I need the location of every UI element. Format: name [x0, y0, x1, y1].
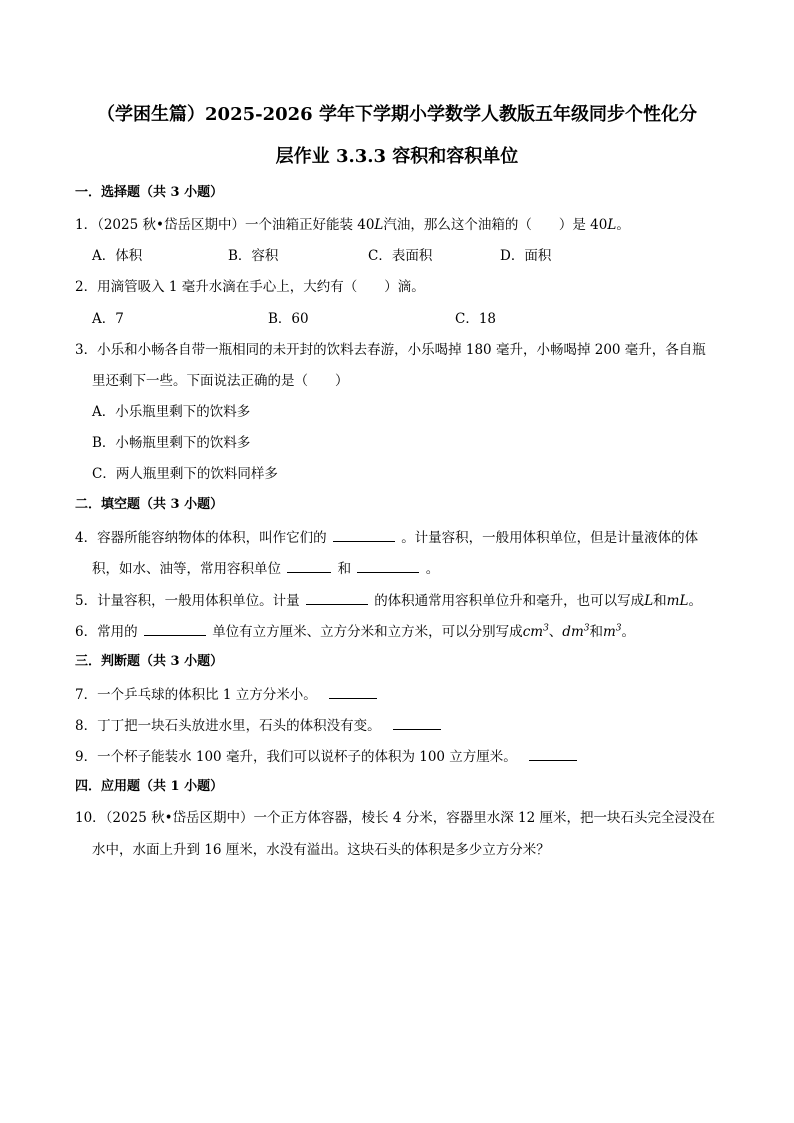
question-10-line-2: 水中，水面上升到 16 厘米，水没有溢出。这块石头的体积是多少立方分米？ [92, 842, 550, 858]
question-9 [75, 746, 579, 767]
unit-base: cm [522, 624, 544, 640]
question-5-text-a: 5．计量容积，一般用体积单位。计量 [75, 593, 300, 609]
question-1-text-a: 1．（2025 秋•岱岳区期中）一个油箱正好能装 40 [75, 217, 375, 233]
question-6-sep: 、 [548, 624, 563, 640]
unit-exponent: 3 [615, 623, 622, 634]
question-4-text-b: 。计量容积，一般用体积单位，但是计量液体的体 [401, 530, 699, 546]
question-5-text-b: 的体积通常用容积单位升和毫升，也可以写成 [374, 593, 645, 609]
question-7 [75, 684, 379, 705]
question-6-text-b: 单位有立方厘米、立方分米和立方米，可以分别写成 [212, 624, 523, 640]
question-4-line-1 [75, 527, 698, 548]
question-4-line-2 [92, 558, 439, 579]
question-5-unit-ml: mL [666, 593, 689, 609]
question-2-option-b: B．60 [268, 311, 309, 327]
question-8-text: 8．丁丁把一块石头放进水里，石头的体积没有变。 [75, 718, 381, 734]
answer-blank[interactable] [357, 558, 419, 573]
document-title-line-2: 层作业 3.3.3 容积和容积单位 [275, 146, 519, 167]
question-1 [75, 215, 630, 235]
section-heading-judge: 三．判断题（共 3 小题） [75, 654, 224, 669]
answer-blank[interactable] [333, 527, 395, 542]
question-3-option-a: A．小乐瓶里剩下的饮料多 [92, 404, 251, 420]
unit-exponent: 3 [543, 623, 549, 634]
unit-exponent: 3 [583, 623, 590, 634]
question-1-end: 。 [616, 217, 630, 233]
question-1-option-d: D．面积 [500, 248, 552, 264]
question-1-option-a: A．体积 [92, 248, 143, 264]
question-1-unit-2: L [607, 217, 617, 233]
question-7-text: 7．一个乒乓球的体积比 1 立方分米小。 [75, 687, 317, 703]
question-6-and: 和 [589, 624, 603, 640]
question-3-option-b: B．小畅瓶里剩下的饮料多 [92, 435, 251, 451]
document-title-line-1: （学困生篇）2025-2026 学年下学期小学数学人教版五年级同步个性化分 [97, 104, 697, 125]
question-10-line-1: 10．（2025 秋•岱岳区期中）一个正方体容器，棱长 4 分米，容器里水深 12 厘米，把一块石头完全浸没在 [75, 810, 715, 826]
answer-blank[interactable] [144, 621, 206, 636]
section-heading-application: 四．应用题（共 1 小题） [75, 779, 224, 794]
question-9-text: 9．一个杯子能装水 100 毫升，我们可以说杯子的体积为 100 立方厘米。 [75, 749, 517, 765]
unit-base: dm [562, 624, 584, 640]
question-5-end: 。 [688, 593, 702, 609]
question-1-unit-1: L [374, 217, 384, 233]
answer-blank[interactable] [529, 746, 577, 761]
question-6-text-a: 6．常用的 [75, 624, 138, 640]
question-6-unit-m3 [603, 624, 622, 640]
answer-blank[interactable] [287, 558, 331, 573]
section-heading-fill: 二．填空题（共 3 小题） [75, 497, 224, 512]
question-8 [75, 715, 443, 736]
question-4-text-d: 和 [337, 561, 352, 577]
answer-blank[interactable] [329, 684, 377, 699]
question-1-text-b: 汽油，那么这个油箱的（ ）是 40 [383, 217, 608, 233]
unit-base: m [602, 624, 616, 640]
answer-blank[interactable] [393, 715, 441, 730]
question-6-unit-dm3 [562, 624, 589, 640]
question-2: 2．用滴管吸入 1 毫升水滴在手心上，大约有（ ）滴。 [75, 279, 425, 295]
question-3-option-c: C．两人瓶里剩下的饮料同样多 [92, 466, 278, 482]
question-6-unit-cm3 [523, 624, 549, 640]
question-6-end: 。 [621, 624, 636, 640]
question-4-text-e: 。 [425, 561, 440, 577]
section-heading-choice: 一．选择题（共 3 小题） [75, 185, 224, 200]
question-5 [75, 590, 702, 611]
question-3-line-2: 里还剩下一些。下面说法正确的是（ ） [92, 373, 349, 389]
question-1-option-c: C．表面积 [368, 248, 433, 264]
question-6 [75, 621, 635, 642]
question-5-and: 和 [653, 593, 667, 609]
question-4-text-c: 积，如水、油等，常用容积单位 [92, 561, 281, 577]
question-5-unit-l: L [644, 593, 654, 609]
question-1-option-b: B．容积 [228, 248, 279, 264]
question-2-option-a: A．7 [92, 311, 124, 327]
question-2-option-c: C．18 [455, 311, 497, 327]
question-3-line-1: 3．小乐和小畅各自带一瓶相同的未开封的饮料去春游，小乐喝掉 180 毫升，小畅喝掉 200 毫升，各自瓶 [75, 342, 706, 358]
question-4-text-a: 4．容器所能容纳物体的体积，叫作它们的 [75, 530, 327, 546]
answer-blank[interactable] [306, 590, 368, 605]
